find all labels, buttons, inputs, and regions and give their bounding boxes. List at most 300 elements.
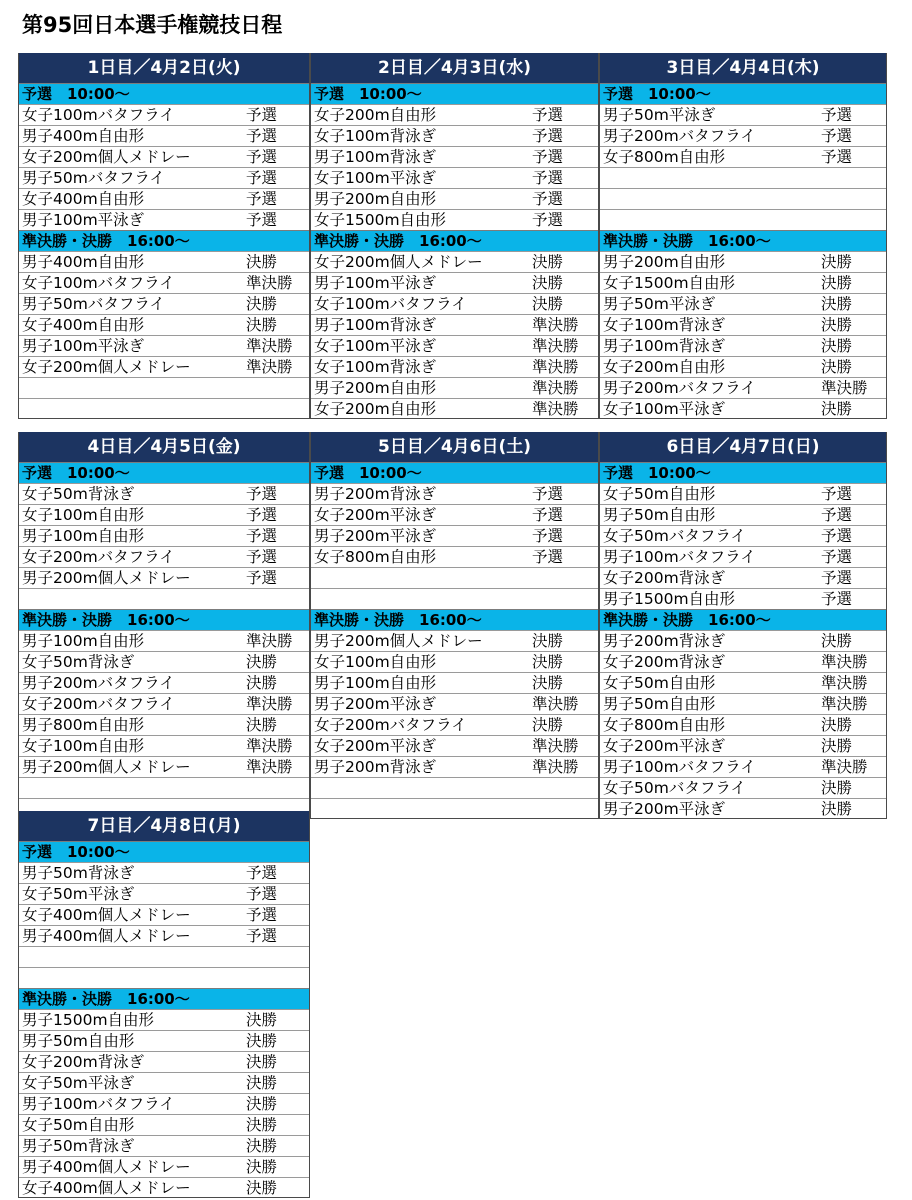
- event-name: 女子100m自由形: [22, 737, 145, 755]
- empty-row: [599, 167, 887, 188]
- event-row: [18, 904, 310, 925]
- event-row: [18, 883, 310, 904]
- event-status: 準決勝: [246, 737, 293, 755]
- event-name: 女子200m背泳ぎ: [603, 569, 726, 587]
- empty-row: [310, 588, 599, 609]
- event-row: [18, 293, 310, 314]
- event-name: 男子200m個人メドレー: [22, 758, 191, 776]
- event-name: 女子100mバタフライ: [22, 106, 175, 124]
- event-row: [18, 1114, 310, 1135]
- event-name: 女子200m平泳ぎ: [314, 737, 437, 755]
- event-name: 男子200m平泳ぎ: [603, 800, 726, 818]
- day-block: [18, 811, 310, 1198]
- event-row: [599, 777, 887, 798]
- event-name: 男子400m個人メドレー: [22, 927, 191, 945]
- event-status: 決勝: [246, 1095, 278, 1113]
- event-name: 男子200m背泳ぎ: [603, 632, 726, 650]
- event-name: 女子50mバタフライ: [603, 527, 746, 545]
- event-row: [599, 146, 887, 167]
- event-status: 準決勝: [532, 737, 579, 755]
- session-label: 準決勝・決勝 16:00～: [314, 232, 482, 250]
- event-status: 準決勝: [532, 695, 579, 713]
- session-label: 準決勝・決勝 16:00～: [314, 611, 482, 629]
- empty-row: [310, 798, 599, 819]
- event-name: 女子400m個人メドレー: [22, 1179, 191, 1197]
- event-row: [310, 272, 599, 293]
- session-header: [18, 462, 310, 483]
- event-row: [310, 356, 599, 377]
- session-header: [599, 462, 887, 483]
- event-row: [599, 293, 887, 314]
- event-row: [18, 483, 310, 504]
- event-row: [18, 1156, 310, 1177]
- empty-row: [18, 946, 310, 967]
- event-name: 男子200mバタフライ: [22, 674, 175, 692]
- event-row: [18, 209, 310, 230]
- session-label: 予選 10:00～: [22, 464, 130, 482]
- day-block: [18, 53, 310, 419]
- event-name: 男子50mバタフライ: [22, 169, 165, 187]
- event-row: [310, 314, 599, 335]
- event-name: 女子800m自由形: [314, 548, 437, 566]
- event-name: 女子200m自由形: [314, 400, 437, 418]
- session-label: 準決勝・決勝 16:00～: [22, 611, 190, 629]
- event-name: 男子200m自由形: [603, 253, 726, 271]
- session-header: [310, 83, 599, 104]
- event-row: [18, 1030, 310, 1051]
- event-name: 男子200mバタフライ: [603, 127, 756, 145]
- event-row: [599, 798, 887, 819]
- event-status: 決勝: [821, 800, 853, 818]
- event-row: [310, 188, 599, 209]
- event-status: 予選: [821, 127, 853, 145]
- session-header: [18, 988, 310, 1009]
- event-name: 女子100m背泳ぎ: [603, 316, 726, 334]
- event-row: [18, 1051, 310, 1072]
- event-row: [599, 756, 887, 777]
- day-header: 3日目／4月4日(木): [599, 53, 887, 83]
- event-name: 女子200m自由形: [314, 106, 437, 124]
- session-label: 準決勝・決勝 16:00～: [22, 990, 190, 1008]
- event-status: 決勝: [532, 632, 564, 650]
- event-row: [310, 756, 599, 777]
- event-status: 決勝: [246, 1179, 278, 1197]
- event-name: 女子200m背泳ぎ: [603, 653, 726, 671]
- event-row: [310, 335, 599, 356]
- event-name: 男子50m平泳ぎ: [603, 295, 716, 313]
- session-header: [310, 609, 599, 630]
- event-status: 準決勝: [246, 337, 293, 355]
- event-status: 予選: [532, 211, 564, 229]
- event-status: 決勝: [532, 674, 564, 692]
- event-row: [18, 735, 310, 756]
- event-row: [599, 398, 887, 419]
- event-row: [599, 272, 887, 293]
- event-name: 女子200m平泳ぎ: [314, 506, 437, 524]
- event-name: 男子100m自由形: [22, 527, 145, 545]
- event-name: 男子400m自由形: [22, 253, 145, 271]
- event-status: 予選: [246, 169, 278, 187]
- event-status: 準決勝: [246, 358, 293, 376]
- event-status: 決勝: [246, 1011, 278, 1029]
- event-status: 決勝: [532, 253, 564, 271]
- event-status: 準決勝: [821, 758, 868, 776]
- event-name: 男子100m背泳ぎ: [314, 316, 437, 334]
- session-label: 予選 10:00～: [603, 464, 711, 482]
- event-status: 予選: [821, 590, 853, 608]
- event-status: 準決勝: [532, 337, 579, 355]
- event-status: 予選: [246, 211, 278, 229]
- empty-row: [18, 967, 310, 988]
- event-status: 予選: [532, 485, 564, 503]
- event-status: 準決勝: [532, 758, 579, 776]
- event-name: 男子50mバタフライ: [22, 295, 165, 313]
- event-row: [18, 567, 310, 588]
- event-status: 準決勝: [821, 674, 868, 692]
- event-row: [18, 272, 310, 293]
- event-status: 予選: [821, 506, 853, 524]
- event-status: 決勝: [821, 274, 853, 292]
- event-status: 予選: [246, 906, 278, 924]
- event-name: 男子100m平泳ぎ: [314, 274, 437, 292]
- event-row: [310, 209, 599, 230]
- empty-row: [310, 777, 599, 798]
- event-status: 予選: [821, 527, 853, 545]
- event-row: [310, 377, 599, 398]
- event-status: 決勝: [246, 653, 278, 671]
- event-name: 男子100mバタフライ: [603, 548, 756, 566]
- event-row: [310, 735, 599, 756]
- event-name: 女子800m自由形: [603, 148, 726, 166]
- event-status: 予選: [246, 148, 278, 166]
- event-row: [599, 314, 887, 335]
- session-label: 準決勝・決勝 16:00～: [603, 232, 771, 250]
- event-row: [18, 314, 310, 335]
- event-name: 女子100m平泳ぎ: [314, 169, 437, 187]
- event-row: [599, 335, 887, 356]
- session-header: [18, 83, 310, 104]
- event-status: 決勝: [532, 274, 564, 292]
- event-name: 女子100mバタフライ: [22, 274, 175, 292]
- event-name: 女子100m平泳ぎ: [603, 400, 726, 418]
- event-status: 決勝: [246, 1158, 278, 1176]
- event-status: 予選: [246, 506, 278, 524]
- event-name: 男子200m平泳ぎ: [314, 695, 437, 713]
- event-row: [18, 146, 310, 167]
- page-title: 第95回日本選手権競技日程: [22, 13, 283, 37]
- empty-row: [310, 567, 599, 588]
- event-status: 予選: [246, 127, 278, 145]
- event-row: [599, 125, 887, 146]
- day-block: [599, 53, 887, 419]
- event-row: [310, 104, 599, 125]
- event-status: 決勝: [532, 295, 564, 313]
- event-row: [310, 651, 599, 672]
- session-label: 予選 10:00～: [314, 464, 422, 482]
- event-name: 男子400m個人メドレー: [22, 1158, 191, 1176]
- event-row: [18, 651, 310, 672]
- event-status: 決勝: [246, 1116, 278, 1134]
- event-status: 準決勝: [821, 379, 868, 397]
- event-row: [18, 862, 310, 883]
- event-name: 女子50m平泳ぎ: [22, 885, 135, 903]
- event-status: 決勝: [821, 358, 853, 376]
- event-row: [310, 546, 599, 567]
- event-status: 決勝: [246, 1053, 278, 1071]
- event-name: 男子50m自由形: [22, 1032, 135, 1050]
- event-row: [18, 251, 310, 272]
- event-name: 男子400m自由形: [22, 127, 145, 145]
- event-status: 準決勝: [532, 400, 579, 418]
- event-row: [310, 125, 599, 146]
- event-name: 女子100m背泳ぎ: [314, 358, 437, 376]
- event-name: 男子100m平泳ぎ: [22, 211, 145, 229]
- event-status: 決勝: [532, 716, 564, 734]
- day-header: 1日目／4月2日(火): [18, 53, 310, 83]
- event-row: [310, 525, 599, 546]
- event-status: 決勝: [246, 1137, 278, 1155]
- event-row: [18, 1177, 310, 1198]
- event-status: 予選: [246, 527, 278, 545]
- session-header: [599, 609, 887, 630]
- day-header: 6日目／4月7日(日): [599, 432, 887, 462]
- session-label: 準決勝・決勝 16:00～: [22, 232, 190, 250]
- event-row: [599, 546, 887, 567]
- event-name: 男子800m自由形: [22, 716, 145, 734]
- event-name: 女子200mバタフライ: [314, 716, 467, 734]
- event-status: 予選: [821, 106, 853, 124]
- event-status: 準決勝: [821, 653, 868, 671]
- event-name: 女子200m個人メドレー: [22, 148, 191, 166]
- event-status: 準決勝: [821, 695, 868, 713]
- event-status: 決勝: [821, 716, 853, 734]
- event-row: [18, 1135, 310, 1156]
- session-label: 準決勝・決勝 16:00～: [603, 611, 771, 629]
- event-status: 準決勝: [532, 379, 579, 397]
- event-name: 女子100m背泳ぎ: [314, 127, 437, 145]
- session-label: 予選 10:00～: [22, 85, 130, 103]
- event-status: 予選: [246, 548, 278, 566]
- event-name: 男子50m平泳ぎ: [603, 106, 716, 124]
- event-name: 女子200m平泳ぎ: [603, 737, 726, 755]
- event-status: 決勝: [821, 779, 853, 797]
- event-name: 女子50m自由形: [603, 674, 716, 692]
- event-row: [599, 735, 887, 756]
- event-status: 決勝: [821, 295, 853, 313]
- event-name: 男子100mバタフライ: [603, 758, 756, 776]
- event-name: 男子200m自由形: [314, 379, 437, 397]
- event-name: 女子100m平泳ぎ: [314, 337, 437, 355]
- event-row: [599, 651, 887, 672]
- day-block: [310, 53, 599, 419]
- event-status: 予選: [246, 190, 278, 208]
- event-row: [310, 398, 599, 419]
- event-name: 男子50m自由形: [603, 695, 716, 713]
- event-status: 決勝: [246, 295, 278, 313]
- event-name: 男子50m自由形: [603, 506, 716, 524]
- session-header: [18, 609, 310, 630]
- event-row: [599, 672, 887, 693]
- event-status: 決勝: [821, 632, 853, 650]
- event-row: [599, 104, 887, 125]
- event-row: [599, 630, 887, 651]
- event-row: [310, 293, 599, 314]
- event-status: 予選: [246, 885, 278, 903]
- event-row: [18, 167, 310, 188]
- event-status: 予選: [821, 148, 853, 166]
- event-name: 女子50m背泳ぎ: [22, 485, 135, 503]
- event-row: [18, 630, 310, 651]
- event-status: 予選: [246, 569, 278, 587]
- event-row: [310, 167, 599, 188]
- event-status: 決勝: [821, 316, 853, 334]
- event-name: 男子100m背泳ぎ: [314, 148, 437, 166]
- event-name: 女子50m自由形: [22, 1116, 135, 1134]
- event-name: 男子1500m自由形: [603, 590, 736, 608]
- event-name: 男子200m個人メドレー: [314, 632, 483, 650]
- event-status: 予選: [532, 169, 564, 187]
- event-name: 男子100m背泳ぎ: [603, 337, 726, 355]
- event-name: 女子100m自由形: [22, 506, 145, 524]
- event-status: 予選: [532, 548, 564, 566]
- event-status: 決勝: [821, 337, 853, 355]
- event-row: [310, 630, 599, 651]
- event-row: [18, 546, 310, 567]
- day-block: [18, 432, 310, 819]
- event-name: 女子1500m自由形: [603, 274, 736, 292]
- event-name: 男子200m背泳ぎ: [314, 485, 437, 503]
- event-row: [310, 672, 599, 693]
- event-name: 女子200m背泳ぎ: [22, 1053, 145, 1071]
- event-status: 予選: [532, 148, 564, 166]
- event-name: 女子50m自由形: [603, 485, 716, 503]
- event-status: 決勝: [532, 653, 564, 671]
- event-row: [599, 504, 887, 525]
- event-name: 男子50m背泳ぎ: [22, 864, 135, 882]
- event-row: [18, 756, 310, 777]
- event-row: [599, 693, 887, 714]
- day-block: [599, 432, 887, 819]
- event-name: 女子100mバタフライ: [314, 295, 467, 313]
- event-name: 男子200m平泳ぎ: [314, 527, 437, 545]
- event-row: [18, 925, 310, 946]
- event-row: [310, 483, 599, 504]
- event-status: 決勝: [821, 737, 853, 755]
- event-status: 決勝: [246, 1032, 278, 1050]
- event-status: 準決勝: [532, 316, 579, 334]
- event-status: 準決勝: [246, 758, 293, 776]
- event-name: 女子50mバタフライ: [603, 779, 746, 797]
- session-header: [18, 230, 310, 251]
- event-name: 男子200m背泳ぎ: [314, 758, 437, 776]
- event-name: 男子100mバタフライ: [22, 1095, 175, 1113]
- empty-row: [18, 377, 310, 398]
- event-status: 予選: [821, 569, 853, 587]
- event-name: 女子400m自由形: [22, 316, 145, 334]
- event-name: 女子200m個人メドレー: [314, 253, 483, 271]
- session-header: [18, 841, 310, 862]
- session-label: 予選 10:00～: [603, 85, 711, 103]
- event-row: [310, 504, 599, 525]
- session-label: 予選 10:00～: [314, 85, 422, 103]
- event-row: [18, 525, 310, 546]
- event-status: 準決勝: [246, 274, 293, 292]
- empty-row: [18, 588, 310, 609]
- event-name: 女子200mバタフライ: [22, 548, 175, 566]
- day-header: 2日目／4月3日(水): [310, 53, 599, 83]
- session-header: [599, 83, 887, 104]
- event-status: 予選: [532, 127, 564, 145]
- event-name: 女子400m個人メドレー: [22, 906, 191, 924]
- event-status: 準決勝: [246, 695, 293, 713]
- event-row: [18, 1093, 310, 1114]
- event-status: 決勝: [246, 316, 278, 334]
- event-row: [599, 251, 887, 272]
- event-status: 予選: [532, 190, 564, 208]
- empty-row: [599, 209, 887, 230]
- event-name: 女子200mバタフライ: [22, 695, 175, 713]
- event-status: 決勝: [821, 400, 853, 418]
- event-status: 準決勝: [246, 632, 293, 650]
- empty-row: [18, 777, 310, 798]
- day-header: 4日目／4月5日(金): [18, 432, 310, 462]
- event-row: [599, 525, 887, 546]
- event-row: [18, 335, 310, 356]
- event-name: 男子200mバタフライ: [603, 379, 756, 397]
- day-header: 5日目／4月6日(土): [310, 432, 599, 462]
- event-row: [599, 567, 887, 588]
- event-status: 準決勝: [532, 358, 579, 376]
- event-status: 予選: [246, 927, 278, 945]
- event-row: [599, 356, 887, 377]
- event-status: 予選: [246, 106, 278, 124]
- day-block: [310, 432, 599, 819]
- event-name: 女子1500m自由形: [314, 211, 447, 229]
- event-name: 女子100m自由形: [314, 653, 437, 671]
- event-name: 女子800m自由形: [603, 716, 726, 734]
- session-label: 予選 10:00～: [22, 843, 130, 861]
- event-status: 予選: [821, 485, 853, 503]
- event-name: 女子50m平泳ぎ: [22, 1074, 135, 1092]
- event-name: 男子50m背泳ぎ: [22, 1137, 135, 1155]
- event-status: 決勝: [246, 253, 278, 271]
- event-row: [18, 104, 310, 125]
- event-name: 男子200m自由形: [314, 190, 437, 208]
- event-name: 男子100m自由形: [22, 632, 145, 650]
- event-row: [599, 377, 887, 398]
- event-name: 男子200m個人メドレー: [22, 569, 191, 587]
- event-name: 女子50m背泳ぎ: [22, 653, 135, 671]
- event-status: 決勝: [246, 674, 278, 692]
- event-row: [18, 125, 310, 146]
- event-row: [18, 714, 310, 735]
- event-name: 男子1500m自由形: [22, 1011, 155, 1029]
- event-row: [599, 483, 887, 504]
- event-row: [310, 714, 599, 735]
- event-name: 女子400m自由形: [22, 190, 145, 208]
- empty-row: [599, 188, 887, 209]
- event-status: 予選: [532, 506, 564, 524]
- event-name: 女子200m自由形: [603, 358, 726, 376]
- event-status: 予選: [246, 485, 278, 503]
- event-row: [18, 693, 310, 714]
- event-status: 予選: [532, 106, 564, 124]
- event-name: 女子200m個人メドレー: [22, 358, 191, 376]
- event-row: [310, 251, 599, 272]
- event-status: 決勝: [821, 253, 853, 271]
- event-row: [18, 504, 310, 525]
- day-header: 7日目／4月8日(月): [18, 811, 310, 841]
